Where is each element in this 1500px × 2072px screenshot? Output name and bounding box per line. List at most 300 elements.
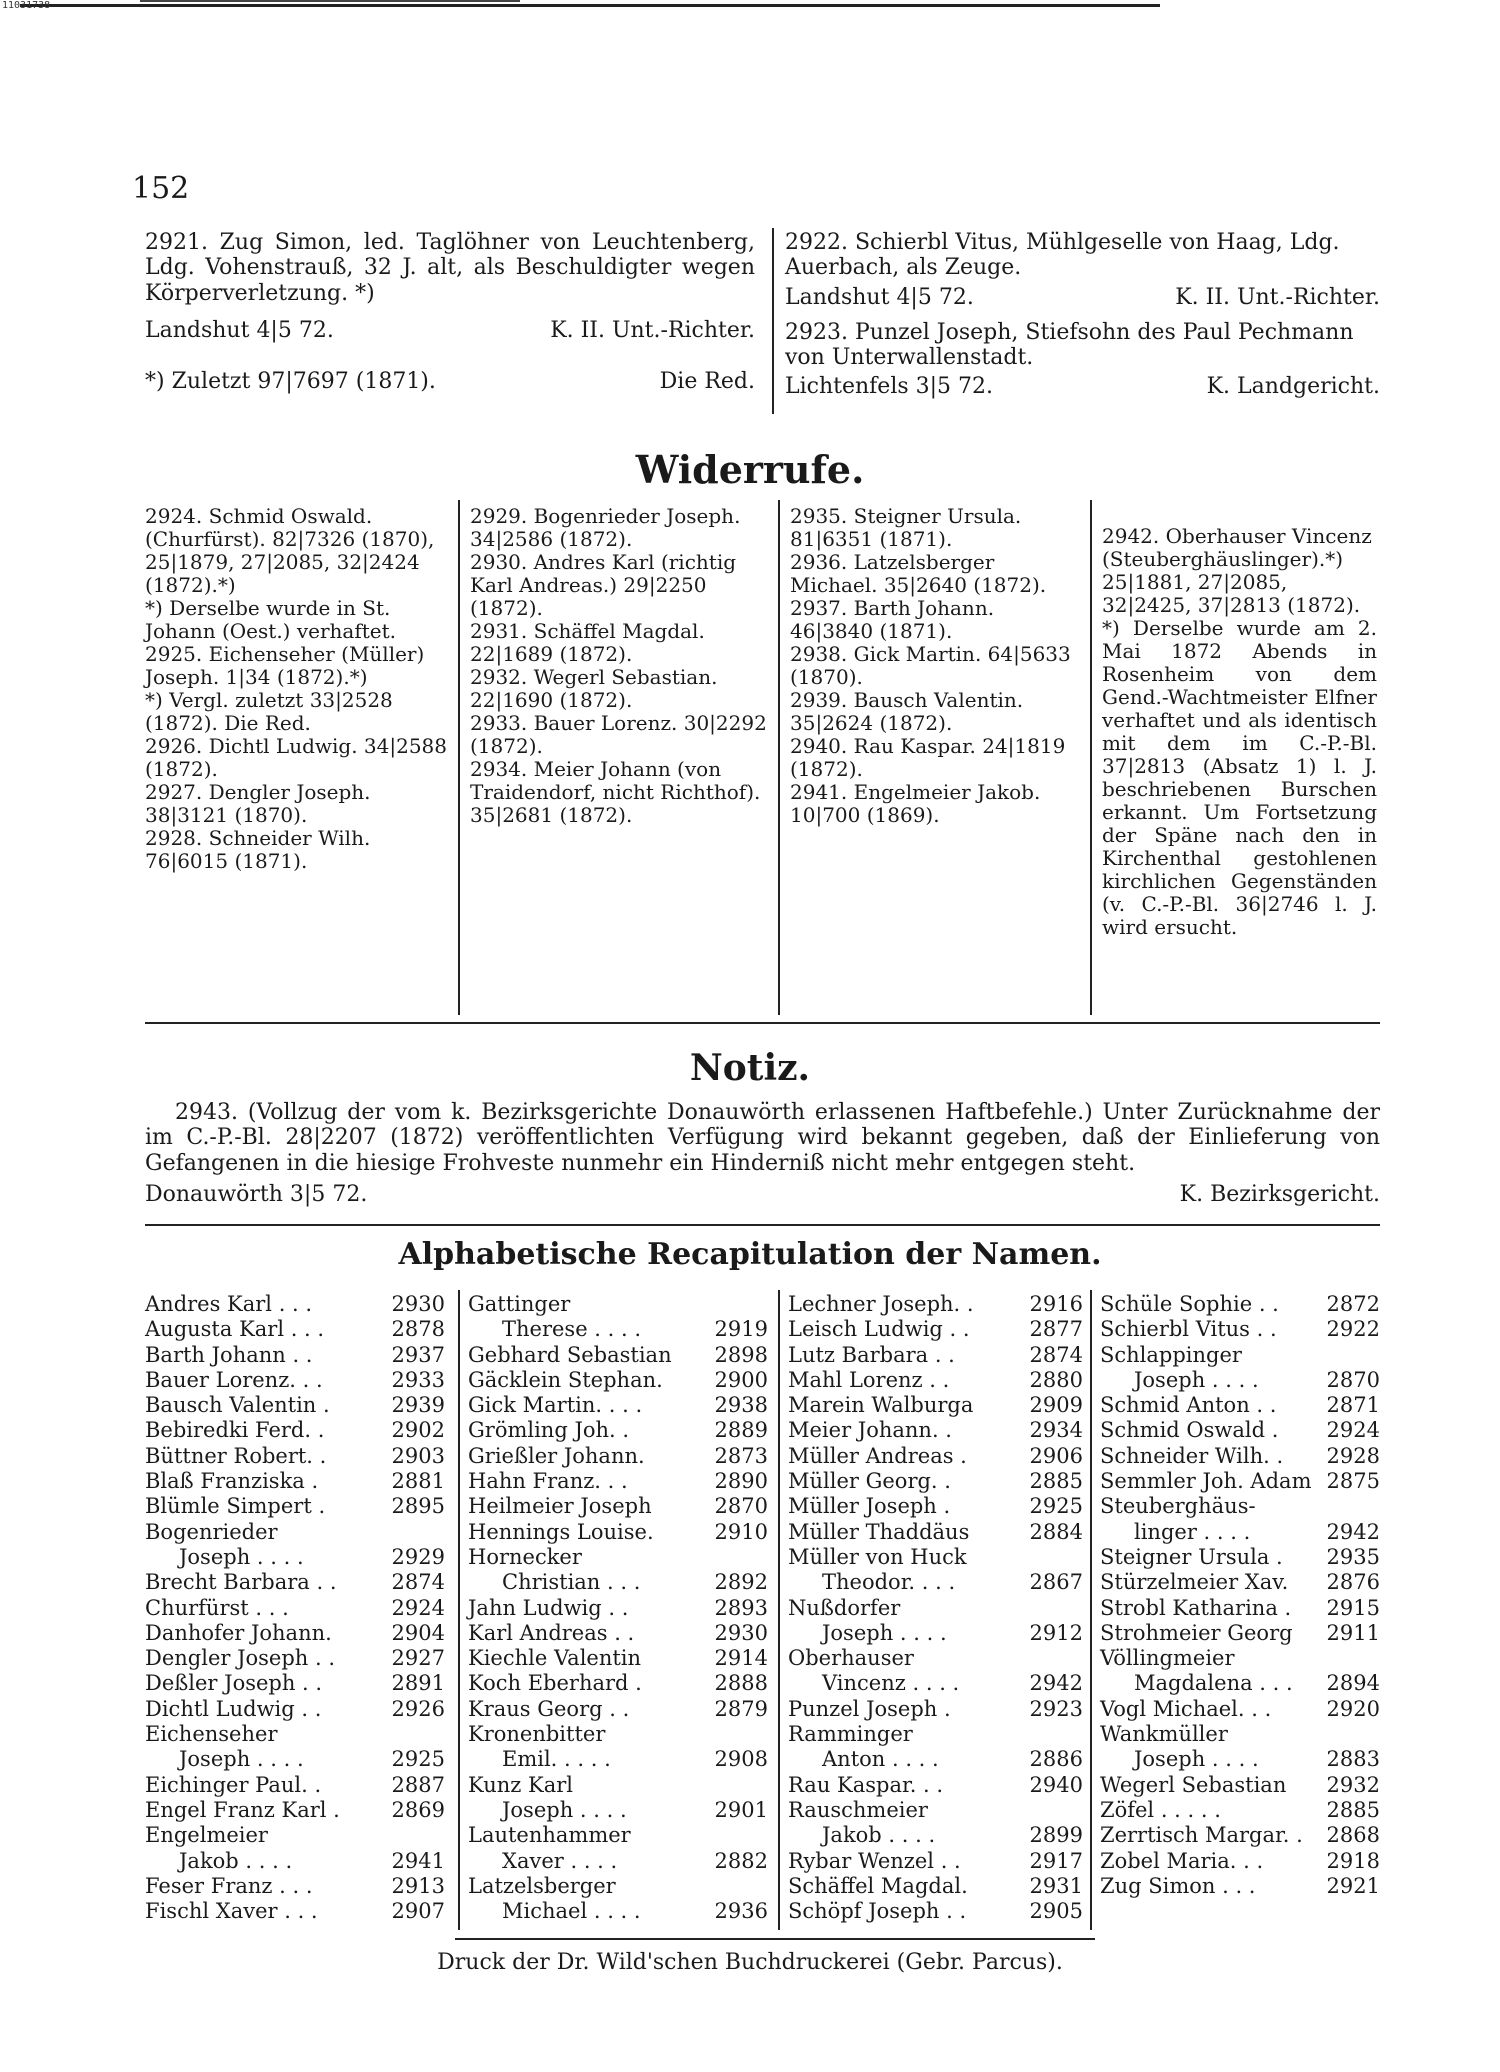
index-name: Schierbl Vitus . . xyxy=(1100,1317,1277,1342)
index-number: 2870 xyxy=(714,1494,768,1519)
index-name: Bausch Valentin . xyxy=(145,1393,330,1418)
index-col-4 xyxy=(1100,1292,1380,1899)
index-entry xyxy=(1100,1469,1380,1494)
widerruf-2925-note: *) Vergl. zuletzt 33|2528 (1872). Die Red. xyxy=(145,688,393,735)
index-number: 2885 xyxy=(1326,1797,1380,1822)
index-entry xyxy=(1100,1621,1380,1646)
index-number: 2902 xyxy=(391,1418,445,1443)
index-name: Eichinger Paul. . xyxy=(145,1772,322,1797)
index-number: 2918 xyxy=(1326,1848,1380,1873)
index-number: 2871 xyxy=(1326,1393,1380,1418)
index-name: Blümle Simpert . xyxy=(145,1494,326,1519)
index-name: Strohmeier Georg xyxy=(1100,1620,1293,1645)
index-number: 2879 xyxy=(714,1696,768,1721)
index-number: 2873 xyxy=(714,1443,768,1468)
index-name: Wegerl Sebastian xyxy=(1100,1772,1287,1797)
index-number: 2867 xyxy=(1029,1570,1083,1595)
index-entry xyxy=(788,1418,1083,1443)
index-entry xyxy=(145,1874,445,1899)
widerruf-2942: 2942. Oberhauser Vincenz (Steuberghäuslinger).*) 25|1881, 27|2085, 32|2425, 37|2813 (1872). xyxy=(1102,524,1372,617)
index-name: Joseph . . . . xyxy=(822,1620,947,1645)
index-entry xyxy=(145,1849,445,1874)
index-name: Ramminger xyxy=(788,1722,913,1747)
index-entry xyxy=(468,1671,768,1696)
index-name: Magdalena . . . xyxy=(1134,1671,1293,1696)
entry-2923-text: 2923. Punzel Joseph, Stiefsohn des Paul Pechmann von Unterwallenstadt. xyxy=(785,319,1354,371)
index-number: 2868 xyxy=(1326,1823,1380,1848)
index-entry xyxy=(788,1849,1083,1874)
index-number: 2900 xyxy=(714,1367,768,1392)
index-entry xyxy=(468,1697,768,1722)
heading-widerrufe: Widerrufe. xyxy=(635,447,865,492)
widerruf-2930: 2930. Andres Karl (richtig Karl Andreas.) 29|2250 (1872). xyxy=(470,550,737,620)
index-entry xyxy=(468,1520,768,1545)
index-entry xyxy=(468,1494,768,1519)
index-name: Rauschmeier xyxy=(788,1797,928,1822)
index-entry xyxy=(468,1444,768,1469)
index-number: 2922 xyxy=(1326,1317,1380,1342)
widerruf-2935: 2935. Steigner Ursula. 81|6351 (1871). xyxy=(790,504,1022,551)
index-entry xyxy=(788,1874,1083,1899)
index-number: 2911 xyxy=(1326,1620,1380,1645)
widerruf-2939: 2939. Bausch Valentin. 35|2624 (1872). xyxy=(790,688,1024,735)
index-name: Eichenseher xyxy=(145,1722,278,1747)
widerruf-2938: 2938. Gick Martin. 64|5633 (1870). xyxy=(790,642,1071,689)
index-name: Meier Johann. . xyxy=(788,1418,952,1443)
index-entry xyxy=(1100,1317,1380,1342)
index-entry xyxy=(1100,1596,1380,1621)
index-number: 2917 xyxy=(1029,1848,1083,1873)
widerruf-2934: 2934. Meier Johann (von Traidendorf, nicht Richthof). 35|2681 (1872). xyxy=(470,757,761,827)
index-entry xyxy=(145,1747,445,1772)
index-name: Therese . . . . xyxy=(502,1317,642,1342)
index-entry xyxy=(145,1545,445,1570)
index-number: 2892 xyxy=(714,1570,768,1595)
index-entry xyxy=(468,1418,768,1443)
index-name: Christian . . . xyxy=(502,1570,641,1595)
index-number: 2877 xyxy=(1029,1317,1083,1342)
index-name: linger . . . . xyxy=(1134,1519,1251,1544)
widerruf-2924: 2924. Schmid Oswald. (Churfürst). 82|7326 (1870), 25|1879, 27|2085, 32|2424 (1872).*) xyxy=(145,504,435,597)
footer-rule xyxy=(455,1938,1095,1940)
index-entry xyxy=(788,1798,1083,1823)
notiz-place: Donauwörth 3|5 72. xyxy=(145,1181,368,1207)
index-name: Völlingmeier xyxy=(1100,1646,1235,1671)
index-entry xyxy=(145,1393,445,1418)
index-name: Joseph . . . . xyxy=(502,1797,627,1822)
index-entry xyxy=(1100,1343,1380,1368)
index-entry xyxy=(1100,1849,1380,1874)
index-entry xyxy=(1100,1292,1380,1317)
index-number: 2921 xyxy=(1326,1873,1380,1898)
printer-imprint: Druck der Dr. Wild'schen Buchdruckerei (Gebr. Parcus). xyxy=(437,1950,1063,1975)
index-name: Zerrtisch Margar. . xyxy=(1100,1823,1303,1848)
index-entry xyxy=(145,1646,445,1671)
index-entry xyxy=(1100,1671,1380,1696)
index-name: Emil. . . . . xyxy=(502,1747,611,1772)
index-entry xyxy=(1100,1697,1380,1722)
widerruf-2928: 2928. Schneider Wilh. 76|6015 (1871). xyxy=(145,826,371,873)
index-entry xyxy=(1100,1874,1380,1899)
index-name: Schmid Oswald . xyxy=(1100,1418,1279,1443)
index-name: Punzel Joseph . xyxy=(788,1696,951,1721)
index-name: Joseph . . . . xyxy=(1134,1747,1259,1772)
entry-2922-text: 2922. Schierbl Vitus, Mühlgeselle von Haag, Ldg. Auerbach, als Zeuge. xyxy=(785,230,1340,281)
index-number: 2942 xyxy=(1029,1671,1083,1696)
index-entry xyxy=(145,1368,445,1393)
scan-edge-bar xyxy=(0,0,1500,12)
index-name: Bauer Lorenz. . . xyxy=(145,1367,323,1392)
index-name: Augusta Karl . . . xyxy=(145,1317,325,1342)
index-number: 2910 xyxy=(714,1519,768,1544)
index-name: Barth Johann . . xyxy=(145,1342,313,1367)
index-name: Vincenz . . . . xyxy=(822,1671,960,1696)
index-entry xyxy=(1100,1773,1380,1798)
column-rule xyxy=(1090,500,1092,1015)
entry-2922-authority: K. II. Unt.-Richter. xyxy=(1175,284,1380,310)
index-entry xyxy=(788,1722,1083,1747)
index-entry xyxy=(468,1393,768,1418)
index-name: Strobl Katharina . xyxy=(1100,1595,1292,1620)
index-name: Steigner Ursula . xyxy=(1100,1544,1283,1569)
index-entry xyxy=(1100,1368,1380,1393)
index-name: Stürzelmeier Xav. xyxy=(1100,1570,1289,1595)
index-entry xyxy=(788,1292,1083,1317)
index-entry xyxy=(788,1343,1083,1368)
heading-recap: Alphabetische Recapitulation der Namen. xyxy=(398,1237,1102,1272)
index-entry xyxy=(788,1646,1083,1671)
index-name: Lautenhammer xyxy=(468,1823,631,1848)
index-name: Jakob . . . . xyxy=(179,1848,293,1873)
index-entry xyxy=(468,1596,768,1621)
index-number: 2933 xyxy=(391,1367,445,1392)
index-name: Müller Georg. . xyxy=(788,1469,951,1494)
index-number: 2937 xyxy=(391,1342,445,1367)
index-entry xyxy=(145,1520,445,1545)
notiz-authority: K. Bezirksgericht. xyxy=(1179,1181,1380,1207)
column-rule xyxy=(772,228,774,414)
index-entry xyxy=(1100,1494,1380,1519)
index-number: 2940 xyxy=(1029,1772,1083,1797)
widerruf-2927: 2927. Dengler Joseph. 38|3121 (1870). xyxy=(145,780,371,827)
index-entry xyxy=(145,1798,445,1823)
index-number: 2899 xyxy=(1029,1823,1083,1848)
index-entry xyxy=(145,1317,445,1342)
index-number: 2885 xyxy=(1029,1469,1083,1494)
index-entry xyxy=(145,1343,445,1368)
index-number: 2882 xyxy=(714,1848,768,1873)
index-name: Bebiredki Ferd. . xyxy=(145,1418,325,1443)
index-name: Hahn Franz. . . xyxy=(468,1469,628,1494)
index-number: 2924 xyxy=(1326,1418,1380,1443)
index-name: Dichtl Ludwig . . xyxy=(145,1696,322,1721)
widerrufe-col-3 xyxy=(790,505,1080,827)
index-entry xyxy=(788,1823,1083,1848)
widerrufe-col-2 xyxy=(470,505,770,827)
index-number: 2928 xyxy=(1326,1443,1380,1468)
widerruf-2941: 2941. Engelmeier Jakob. 10|700 (1869). xyxy=(790,780,1041,827)
index-name: Kronenbitter xyxy=(468,1722,606,1747)
index-number: 2888 xyxy=(714,1671,768,1696)
index-name: Danhofer Johann. xyxy=(145,1620,332,1645)
index-name: Kraus Georg . . xyxy=(468,1696,630,1721)
index-entry xyxy=(468,1545,768,1570)
index-col-3 xyxy=(788,1292,1083,1924)
index-entry xyxy=(468,1570,768,1595)
index-name: Theodor. . . . xyxy=(822,1570,956,1595)
index-name: Rybar Wenzel . . xyxy=(788,1848,961,1873)
index-number: 2927 xyxy=(391,1646,445,1671)
section-rule xyxy=(145,1022,1380,1024)
index-number: 2869 xyxy=(391,1797,445,1822)
index-entry xyxy=(468,1849,768,1874)
index-name: Churfürst . . . xyxy=(145,1595,289,1620)
index-entry xyxy=(145,1570,445,1595)
entry-2922 xyxy=(785,230,1380,400)
index-name: Joseph . . . . xyxy=(1134,1367,1259,1392)
index-entry xyxy=(145,1823,445,1848)
index-name: Leisch Ludwig . . xyxy=(788,1317,970,1342)
index-name: Semmler Joh. Adam xyxy=(1100,1469,1312,1494)
index-name: Schmid Anton . . xyxy=(1100,1393,1277,1418)
index-entry xyxy=(468,1874,768,1899)
index-entry xyxy=(1100,1418,1380,1443)
index-number: 2907 xyxy=(391,1899,445,1924)
footnote-2921-signed: Die Red. xyxy=(659,369,755,395)
index-number: 2930 xyxy=(714,1620,768,1645)
index-number: 2898 xyxy=(714,1342,768,1367)
index-number: 2925 xyxy=(391,1747,445,1772)
index-name: Müller Andreas . xyxy=(788,1443,967,1468)
index-entry xyxy=(468,1722,768,1747)
column-rule xyxy=(458,1290,460,1930)
index-number: 2919 xyxy=(714,1317,768,1342)
widerruf-2942-note: *) Derselbe wurde am 2. Mai 1872 Abends in Rosenheim von dem Gend.-Wachtmeister Elfner verhaftet und als identisch mit dem im C.-P.-Bl. 37|2813 (Absatz 1) l. J. beschriebenen Burschen erkannt. Um Fortsetzung der Späne nach den in Kirchenthal gestohlenen kirchlichen Gegenständen (v. C.-P.-Bl. 36|2746 l. J. wird ersucht. xyxy=(1102,616,1377,939)
index-name: Hennings Louise. xyxy=(468,1519,654,1544)
index-name: Gattinger xyxy=(468,1292,571,1316)
index-name: Wankmüller xyxy=(1100,1722,1228,1747)
index-entry xyxy=(145,1722,445,1747)
index-entry xyxy=(468,1292,768,1317)
index-name: Koch Eberhard . xyxy=(468,1671,642,1696)
entry-2921-place: Landshut 4|5 72. xyxy=(145,317,334,343)
index-name: Latzelsberger xyxy=(468,1873,616,1898)
index-number: 2886 xyxy=(1029,1747,1083,1772)
index-entry xyxy=(145,1899,445,1924)
index-entry xyxy=(468,1823,768,1848)
index-name: Deßler Joseph . . xyxy=(145,1671,323,1696)
index-entry xyxy=(468,1747,768,1772)
index-entry xyxy=(468,1899,768,1924)
index-number: 2878 xyxy=(391,1317,445,1342)
index-entry xyxy=(788,1621,1083,1646)
index-number: 2904 xyxy=(391,1620,445,1645)
index-number: 2903 xyxy=(391,1443,445,1468)
widerrufe-col-4 xyxy=(1102,525,1377,939)
index-entry xyxy=(145,1697,445,1722)
index-name: Müller Thaddäus xyxy=(788,1519,970,1544)
index-name: Gebhard Sebastian xyxy=(468,1342,672,1367)
index-entry xyxy=(145,1418,445,1443)
index-number: 2884 xyxy=(1029,1519,1083,1544)
index-name: Heilmeier Joseph xyxy=(468,1494,652,1519)
column-rule xyxy=(458,500,460,1015)
index-number: 2931 xyxy=(1029,1873,1083,1898)
index-entry xyxy=(788,1899,1083,1924)
index-number: 2929 xyxy=(391,1544,445,1569)
index-number: 2893 xyxy=(714,1595,768,1620)
index-number: 2924 xyxy=(391,1595,445,1620)
index-name: Kunz Karl xyxy=(468,1772,573,1797)
notiz-text: 2943. (Vollzug der vom k. Bezirksgerichte Donauwörth erlassenen Haftbefehle.) Unter Zurücknahme der im C.-P.-Bl. 28|2207 (1872) veröffentlichten Verfügung wird bekannt gegeben, daß der Einlieferung von Gefangenen in die hiesige Frohveste nunmehr ein Hinderniß nicht mehr entgegen steht. xyxy=(145,1100,1380,1176)
index-number: 2874 xyxy=(1029,1342,1083,1367)
index-number: 2887 xyxy=(391,1772,445,1797)
widerruf-2926: 2926. Dichtl Ludwig. 34|2588 (1872). xyxy=(145,734,448,781)
index-number: 2883 xyxy=(1326,1747,1380,1772)
index-entry xyxy=(145,1444,445,1469)
index-name: Xaver . . . . xyxy=(502,1848,618,1873)
index-name: Gäcklein Stephan. xyxy=(468,1367,663,1392)
index-col-2 xyxy=(468,1292,768,1924)
index-entry xyxy=(468,1343,768,1368)
widerruf-2929: 2929. Bogenrieder Joseph. 34|2586 (1872). xyxy=(470,504,741,551)
page-number: 152 xyxy=(132,171,190,206)
index-number: 2890 xyxy=(714,1469,768,1494)
index-entry xyxy=(1100,1393,1380,1418)
index-number: 2913 xyxy=(391,1873,445,1898)
index-entry xyxy=(788,1317,1083,1342)
index-number: 2926 xyxy=(391,1696,445,1721)
index-entry xyxy=(468,1317,768,1342)
index-name: Rau Kaspar. . . xyxy=(788,1772,944,1797)
entry-2923-authority: K. Landgericht. xyxy=(1206,374,1380,400)
index-name: Grießler Johann. xyxy=(468,1443,645,1468)
index-name: Büttner Robert. . xyxy=(145,1443,327,1468)
index-number: 2932 xyxy=(1326,1772,1380,1797)
entry-2921 xyxy=(145,230,755,394)
scan-id: 11031738 xyxy=(2,0,51,11)
index-number: 2915 xyxy=(1326,1595,1380,1620)
column-rule xyxy=(778,500,780,1015)
index-number: 2941 xyxy=(391,1848,445,1873)
index-entry xyxy=(788,1368,1083,1393)
index-entry xyxy=(1100,1722,1380,1747)
index-entry xyxy=(788,1469,1083,1494)
index-number: 2936 xyxy=(714,1899,768,1924)
index-entry xyxy=(1100,1823,1380,1848)
entry-2922-place: Landshut 4|5 72. xyxy=(785,284,974,310)
index-col-1 xyxy=(145,1292,445,1924)
index-number: 2876 xyxy=(1326,1570,1380,1595)
index-entry xyxy=(788,1520,1083,1545)
index-entry xyxy=(1100,1545,1380,1570)
index-entry xyxy=(788,1545,1083,1570)
index-entry xyxy=(788,1393,1083,1418)
index-number: 2905 xyxy=(1029,1899,1083,1924)
widerruf-2937: 2937. Barth Johann. 46|3840 (1871). xyxy=(790,596,995,643)
index-name: Blaß Franziska . xyxy=(145,1469,319,1494)
index-entry xyxy=(145,1621,445,1646)
index-name: Müller von Huck xyxy=(788,1544,967,1569)
index-entry xyxy=(1100,1798,1380,1823)
index-entry xyxy=(788,1570,1083,1595)
entry-2923-place: Lichtenfels 3|5 72. xyxy=(785,374,994,400)
index-number: 2939 xyxy=(391,1393,445,1418)
index-name: Michael . . . . xyxy=(502,1899,641,1924)
index-number: 2920 xyxy=(1326,1696,1380,1721)
index-name: Schlappinger xyxy=(1100,1342,1242,1367)
index-number: 2872 xyxy=(1326,1292,1380,1316)
index-name: Nußdorfer xyxy=(788,1595,901,1620)
index-number: 2895 xyxy=(391,1494,445,1519)
index-name: Dengler Joseph . . xyxy=(145,1646,336,1671)
widerruf-2933: 2933. Bauer Lorenz. 30|2292 (1872). xyxy=(470,711,767,758)
index-name: Mahl Lorenz . . xyxy=(788,1367,950,1392)
index-entry xyxy=(145,1469,445,1494)
index-number: 2914 xyxy=(714,1646,768,1671)
index-entry xyxy=(1100,1570,1380,1595)
index-name: Fischl Xaver . . . xyxy=(145,1899,318,1924)
index-number: 2923 xyxy=(1029,1696,1083,1721)
entry-2921-text: 2921. Zug Simon, led. Taglöhner von Leuchtenberg, Ldg. Vohenstrauß, 32 J. alt, als Beschuldigter wegen Körperverletzung. *) xyxy=(145,230,755,306)
index-number: 2901 xyxy=(714,1797,768,1822)
index-number: 2938 xyxy=(714,1393,768,1418)
index-entry xyxy=(468,1798,768,1823)
index-name: Müller Joseph . xyxy=(788,1494,951,1519)
index-entry xyxy=(788,1596,1083,1621)
widerruf-2936: 2936. Latzelsberger Michael. 35|2640 (1872). xyxy=(790,550,1047,597)
index-entry xyxy=(1100,1444,1380,1469)
index-number: 2908 xyxy=(714,1747,768,1772)
widerrufe-col-1 xyxy=(145,505,450,873)
widerruf-2924-note: *) Derselbe wurde in St. Johann (Oest.) verhaftet. xyxy=(145,596,397,643)
index-number: 2889 xyxy=(714,1418,768,1443)
index-name: Zug Simon . . . xyxy=(1100,1873,1256,1898)
index-name: Schüle Sophie . . xyxy=(1100,1292,1279,1316)
index-number: 2874 xyxy=(391,1570,445,1595)
index-name: Schäffel Magdal. xyxy=(788,1873,968,1898)
index-number: 2880 xyxy=(1029,1367,1083,1392)
index-entry xyxy=(1100,1747,1380,1772)
index-name: Steuberghäus- xyxy=(1100,1494,1256,1519)
widerruf-2940: 2940. Rau Kaspar. 24|1819 (1872). xyxy=(790,734,1066,781)
notiz-2943 xyxy=(145,1100,1380,1207)
index-entry xyxy=(468,1773,768,1798)
index-entry xyxy=(468,1646,768,1671)
index-name: Karl Andreas . . xyxy=(468,1620,635,1645)
column-rule xyxy=(778,1290,780,1930)
section-rule xyxy=(145,1224,1380,1226)
index-entry xyxy=(788,1444,1083,1469)
index-name: Anton . . . . xyxy=(822,1747,939,1772)
index-entry xyxy=(788,1494,1083,1519)
index-name: Schneider Wilh. . xyxy=(1100,1443,1284,1468)
index-number: 2894 xyxy=(1326,1671,1380,1696)
widerruf-2931: 2931. Schäffel Magdal. 22|1689 (1872). xyxy=(470,619,705,666)
index-name: Gick Martin. . . . xyxy=(468,1393,643,1418)
index-entry xyxy=(468,1469,768,1494)
index-entry xyxy=(145,1773,445,1798)
index-number: 2870 xyxy=(1326,1367,1380,1392)
index-number: 2875 xyxy=(1326,1469,1380,1494)
index-name: Kiechle Valentin xyxy=(468,1646,642,1671)
index-entry xyxy=(468,1368,768,1393)
index-name: Schöpf Joseph . . xyxy=(788,1899,967,1924)
index-entry xyxy=(788,1773,1083,1798)
index-number: 2881 xyxy=(391,1469,445,1494)
index-entry xyxy=(145,1596,445,1621)
index-number: 2906 xyxy=(1029,1443,1083,1468)
